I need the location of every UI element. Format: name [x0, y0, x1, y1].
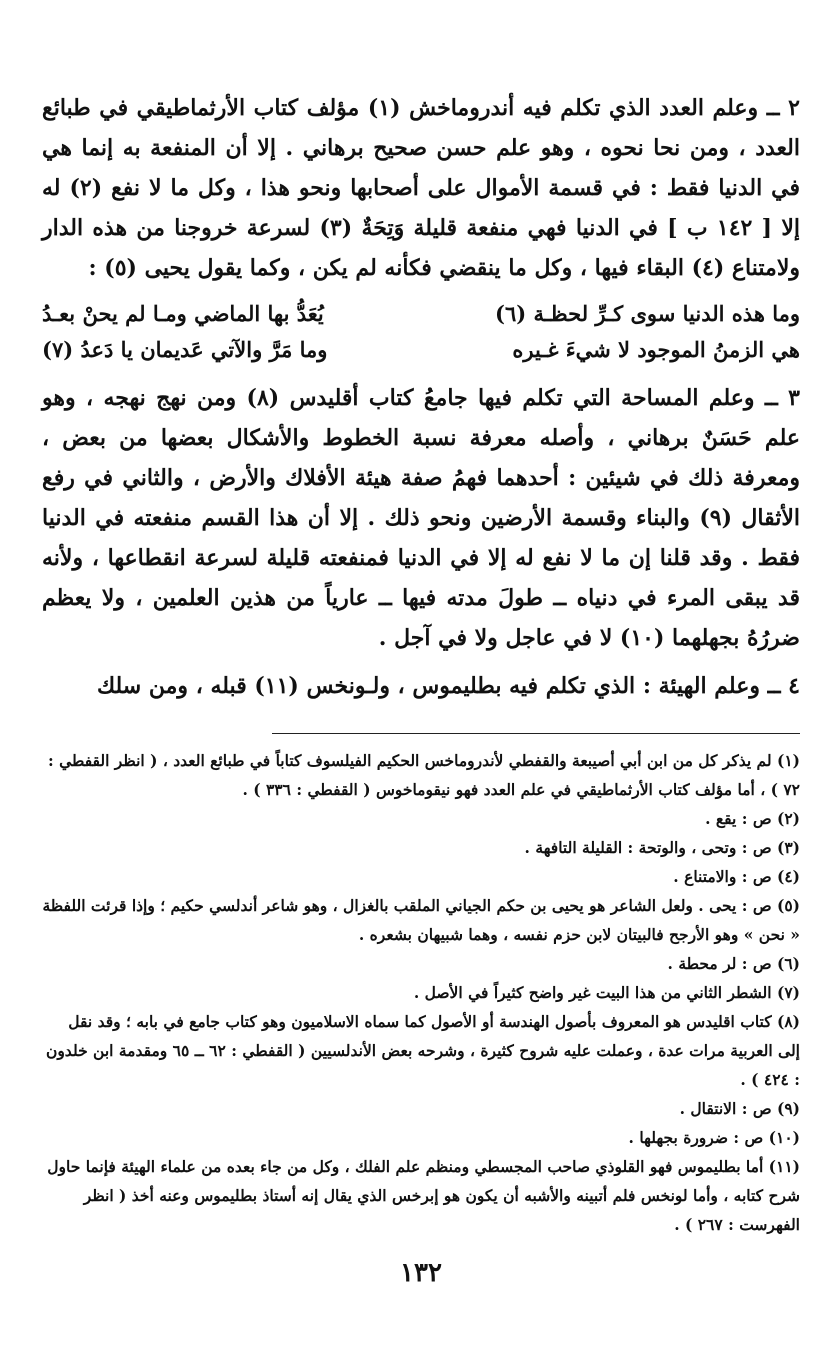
footnote-6: (٦) ص : لر محطة .	[667, 954, 800, 973]
footnote-5: (٥) ص : يحى . ولعل الشاعر هو يحيى بن حكم الجياني الملقب بالغزال ، وهو شاعر أندلسي حكيم ؛ وإذا قرئت اللفظة « نحن » وهو الأرجح فالبيتان لابن حزم نفسه ، وهما شبيهان بشعره .	[42, 896, 800, 944]
footnote-4: (٤) ص : والامتناع .	[673, 867, 800, 886]
paragraph-arithmetic: ٢ ــ وعلم العدد الذي تكلم فيه أندروماخش (١) مؤلف كتاب الأرثماطيقي في طبائع العدد ، ومن نحا نحوه ، وهو علم حسن صحيح برهاني . إلا أن المنفعة به إنما هي في الدنيا فقط : في قسمة الأموال على أصحابها ونحو هذا ، وكل ما لا نفع (٢) له إلا [ ١٤٢ ب ] في الدنيا فهي منفعة قليلة وَتِحَةٌ (٣) لسرعة خروجنا من هذه الدار ولامتناع (٤) البقاء فيها ، وكل ما ينقضي فكأنه لم يكن ، وكما يقول يحيى (٥) :	[42, 95, 800, 281]
poem-verses	[42, 296, 800, 368]
footnote-8: (٨) كتاب اقليدس هو المعروف بأصول الهندسة أو الأصول كما سماه الاسلاميون وهو كتاب جامع في بابه ؛ وقد نقل إلى العربية مرات عدة ، وعملت عليه شروح كثيرة ، وشرحه بعض الأندلسيين ( القفطي : ٦٢ ــ ٦٥ ومقدمة ابن خلدون : ٤٢٤ ) .	[45, 1012, 800, 1089]
paragraph-astronomy: ٤ ــ وعلم الهيئة : الذي تكلم فيه بطليموس ، ولـونخس (١١) قبله ، ومن سلك	[96, 673, 800, 699]
footnote-11: (١١) أما بطليموس فهو القلوذي صاحب المجسطي ومنظم علم الفلك ، وكل من جاء بعده من علماء الهيئة فإنما حاول شرح كتابه ، وأما لونخس فلم أتبينه والأشبه أن يكون هو إبرخس الذي يقال إنه أستاذ بطليموس وعنه أخذ ( انظر الفهرست : ٢٦٧ ) .	[47, 1157, 800, 1234]
footnotes	[42, 746, 800, 1239]
verse-line	[42, 296, 800, 332]
footnote-1: (١) لم يذكر كل من ابن أبي أصيبعة والقفطي لأندروماخس الحكيم الفيلسوف كتاباً في طبائع العدد ، ( انظر القفطي : ٧٢ ) ، أما مؤلف كتاب الأرثماطيقي في علم العدد فهو نيقوماخوس ( القفطي : ٣٣٦ ) .	[47, 751, 800, 799]
verse-hemistich-second: يُعَدُّ بها الماضي ومـا لم يحنْ بعـدُ	[42, 301, 324, 326]
page-number: ١٣٢	[400, 1258, 442, 1288]
verse-line	[42, 332, 800, 368]
footnote-3: (٣) ص : وتحى ، والوتحة : القليلة التافهة .	[524, 838, 800, 857]
footnote-10: (١٠) ص : ضرورة بجهلها .	[628, 1128, 800, 1147]
footnote-2: (٢) ص : يقع .	[705, 809, 800, 828]
footnote-7: (٧) الشطر الثاني من هذا البيت غير واضح كثيراً في الأصل .	[413, 983, 800, 1002]
verse-hemistich-first: هي الزمنُ الموجود لا شيءَ غـيره	[512, 337, 800, 362]
book-page	[42, 88, 800, 1359]
footnote-divider	[272, 733, 800, 734]
verse-hemistich-first: وما هذه الدنيا سوى كـرِّ لحظـة (٦)	[495, 301, 800, 326]
paragraph-geometry: ٣ ــ وعلم المساحة التي تكلم فيها جامعُ كتاب أقليدس (٨) ومن نهج نهجه ، وهو علم حَسَنٌ برهاني ، وأصله معرفة نسبة الخطوط والأشكال بعضها من بعض ، ومعرفة ذلك في شيئين : أحدهما فهمُ صفة هيئة الأفلاك والأرض ، والثاني في رفع الأثقال (٩) والبناء وقسمة الأرضين ونحو ذلك . إلا أن هذا القسم منفعته في الدنيا فقط . وقد قلنا إن ما لا نفع له إلا في الدنيا فمنفعته قليلة لسرعة انقطاعها ، ولأنه قد يبقى المرء في دنياه ــ طولَ مدته فيها ــ عارياً من هذين العلمين ، ولا يعظم ضررُهُ بجهلهما (١٠) لا في عاجل ولا في آجل .	[42, 385, 800, 651]
footnote-9: (٩) ص : الانتقال .	[679, 1099, 800, 1118]
verse-hemistich-second: وما مَرَّ والآتي عَديمان يا دَعدُ (٧)	[42, 337, 328, 362]
